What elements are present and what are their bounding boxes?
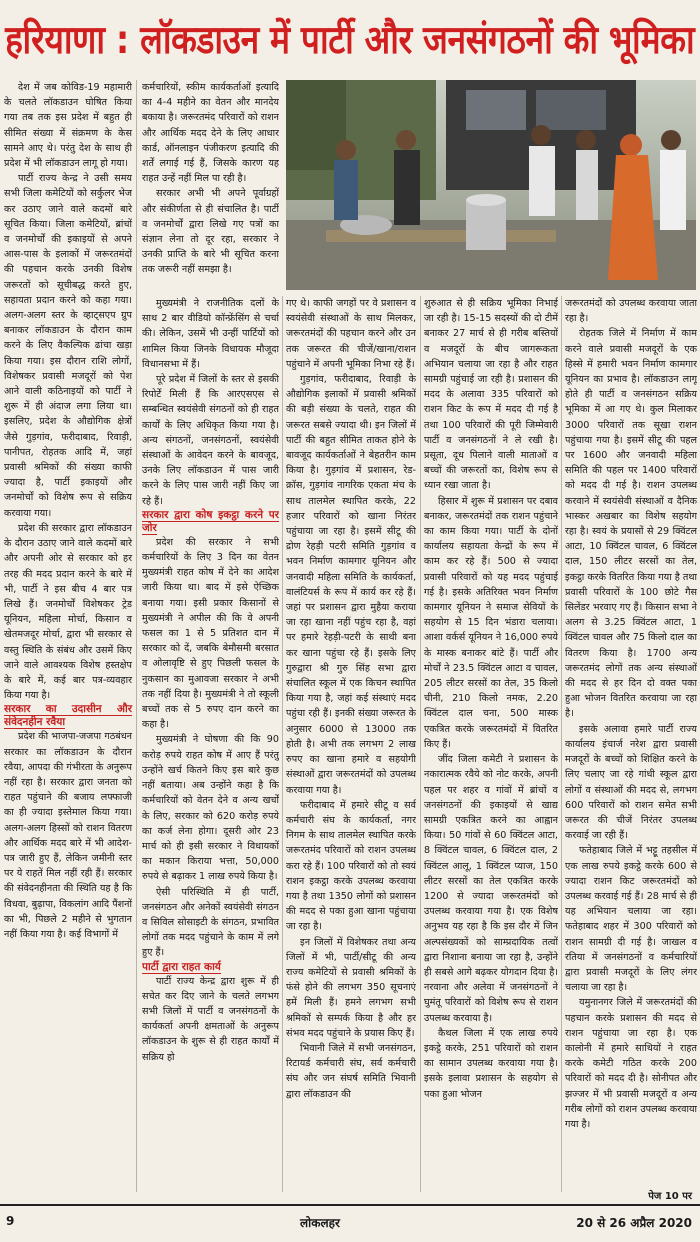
paragraph: प्रदेश की भाजपा-जजपा गठबंधन सरकार का लॉकडाउन के दौरान रवैया, आपदा की गंभीरता के अनुरूप नहीं रहा है। सरकार द्वारा जनता को राहत पहुंचाने की बजाय लफ्फाजी का ही ज्यादा इस्तेमाल किया गया। अलग-अलग हिस्सों को राशन वितरण और आर्थिक मदद बारे में भी आदेश-पत्र जारी हुए हैं, लेकिन जमीनी स्तर पर ये राहतें मिल नहीं रही हैं। सरकार की संवेदनहीनता की स्थिति यह है कि विधवा, बुढ़ापा, विकलांग आदि पैंशनों का भी, पिछले 2 महीने से भुगतान नहीं किया गया है। कई विभागों में [4,731,132,940]
paragraph: पूरे प्रदेश में जिलों के स्तर से इसकी रिपोर्टें मिली हैं कि आरएसएस से सम्बन्धित स्वयंसेवी संगठनों को ही राहत कार्यों के लिए अधिकृत किया गया है। अन्य संगठनों, जनसंगठनों, स्वयंसेवी संस्थाओं के आवेदन करने के बावजूद, उनके लिए लॉकडाउन में पास जारी करने के लिए पास जारी नहीं किए जा रहे हैं। [142,374,279,507]
paragraph: रोहतक जिले में निर्माण में काम करने वाले प्रवासी मजदूरों के एक हिस्से में हमारी भवन निर्माण कामगार यूनियन का प्रभाव है। लॉकडाउन लागू होते ही पार्टी व जनसंगठन सक्रिय भूमिका में आ गए थे। कुल मिलाकर 3000 परिवारों तक सूखा राशन पहुंचाया गया है। इसमें सीटू की पहल पर 1600 और जनवादी महिला समिति की पहल पर 1400 परिवारों को मदद दी गई है। राशन उपलब्ध करवाने में स्वयंसेवी संस्थाओं व दैनिक भास्कर अखबार का विशेष सहयोग रहा है। स्वयं के प्रयासों से 29 क्विंटल आटा, 10 क्विंटल चावल, 6 क्विंटल दाल, 150 लीटर सरसों का तेल, इकट्ठा करके वितरित किया गया है तथा प्रवासी परिवारों के 100 छोटे गैस सिलेंडर भरवाए गए हैं। किसान सभा ने अलग से 3.25 क्विंटल आटा, 1 क्विंटल चावल और 75 किलो दाल का वितरण किया है। 1700 अन्य जरूरतमंद लोगों तक अन्य संस्थाओं की मदद से हर दिन दो वक्त पका हुआ भोजन वितरित करवाया जा रहा है। [565,328,697,720]
paragraph: यमुनानगर जिले में जरूरतमंदों की पहचान करके प्रशासन की मदद से राशन पहुंचाया जा रहा है। एक कालोनी में हमारे साथियों ने राहत करके कमेटी गठित करके 200 परिवारों को मदद दी है। सोनीपत और झज्जर में भी प्रवासी मजदूरों व अन्य गरीब लोगों को राशन उपलब्ध करवाया गया है। [565,997,697,1130]
column-divider [561,296,562,1192]
column-divider [282,296,283,1192]
photo-image [286,80,696,290]
paragraph: शुरुआत से ही सक्रिय भूमिका निभाई जा रही है। 15-15 सदस्यों की दो टीमें बनाकर 27 मार्च से ही गरीब बस्तियों व मजदूरों के बीच जागरूकता अभियान चलाया जा रहा है और राहत सामग्री पहुंचाई जा रही है। प्रशासन की मदद के अलावा 335 परिवारों को राशन किट के रूप में मदद दी गई है तथा 100 परिवारों की पूरी जिम्मेवारी पार्टी व जनसंगठनों ने ले रखी है। प्रसूता, दूध पिलाने वाली माताओं व बच्चों की जरूरतों का, विशेष रूप से ध्यान रखा जाता है। [424,298,558,492]
paragraph: फतेहाबाद जिले में भट्टू तहसील में एक लाख रुपये इकट्ठे करके 600 से ज्यादा राशन किट जरूरतमंदों को उपलब्ध करवाई गई हैं। 28 मार्च से ही यह अभियान चलाया जा रहा। फतेहाबाद शहर में 300 परिवारों को राशन सामग्री दी गई है। जाखल व रतिया में जनसंगठनों व कर्मचारियों द्वारा प्रवासी मजदूरों के लिए लंगर चलाया जा रहा है। [565,845,697,994]
column-divider [420,296,421,1192]
page-footer [0,1204,700,1242]
paragraph: जरूरतमंदों को उपलब्ध करवाया जाता रहा है। [565,298,697,325]
paragraph: प्रदेश की सरकार ने सभी कर्मचारियों के लिए 3 दिन का वेतन मुख्यमंत्री राहत कोष में देने का आदेश जारी किया था। बाद में इसे ऐच्छिक बनाया गया। इसी प्रकार किसानों से मुख्यमंत्री ने अपील की कि वे अपनी फसल का 1 से 5 प्रतिशत दान में सरकार को दें, जबकि बेमौसमी बरसात व ओलावृष्टि से हुए पिछली फसल के नुकसान का मुआवजा सरकार ने अभी तक नहीं दिया है। मुख्यमंत्री ने तो स्कूली बच्चों तक से 5 रुपए दान करने का कहा है। [142,536,279,731]
headline-text: हरियाणा : लॉकडाउन में पार्टी और जनसंगठनों की भूमिका [5,17,695,63]
page-number: 9 [6,1214,15,1228]
subheading: सरकार द्वारा कोष इकट्ठा करने पर जोर [142,508,279,534]
relief-distribution-photo [286,80,696,290]
paragraph: जींद जिला कमेटी ने प्रशासन के नकारात्मक रवैये को नोट करके, अपनी पहल पर शहर व गांवों में ब्रांचों व जनसंगठनों की इकाइयों से खाद्य सामग्री एकत्रित करने का आह्वान किया। 50 गांवों से 60 क्विंटल आटा, 8 क्विंटल चावल, 6 क्विंटल दाल, 2 क्विंटल आलू, 1 क्विंटल प्याज, 150 लीटर सरसों का तेल एकत्रित करके 1200 से ज्यादा जरूरतमंदों को उपलब्ध करवाया गया है। एक विशेष अनुभव यह रहा है कि इस दौर में जिन अल्पसंख्यकों को साम्प्रदायिक तत्वों द्वारा निशाना बनाया जा रहा है, उन्होंने ही सबसे आगे बढ़कर योगदान दिया है। नरवाना और अलेवा में जनसंगठनों ने घुमंतू परिवारों को विशेष रूप से राशन उपलब्ध करवाया है। [424,754,558,1024]
paragraph: मुख्यमंत्री ने राजनीतिक दलों के साथ 2 बार वीडियो कॉन्फ्रेंसिंग से चर्चा की। लेकिन, उसमें भी उन्हीं पार्टियों को शामिल किया जिनके विधायक मौजूदा विधानसभा में हैं। [142,298,279,370]
paper-name: लोकलहर [300,1216,340,1230]
paragraph: कैथल जिला में एक लाख रुपये इकट्ठे करके, 251 परिवारों को राशन का सामान उपलब्ध करवाया गया है। इसके इलावा प्रशासन के सहयोग से पका हुआ भोजन [424,1027,558,1100]
paragraph: फरीदाबाद में हमारे सीटू व सर्व कर्मचारी संघ के कार्यकर्ता, नगर निगम के साथ तालमेल स्थापित करके जरूरतमंद परिवारों को राशन उपलब्ध करा रहे हैं। 100 परिवारों को तो स्वयं राशन इकट्ठा करके उपलब्ध करवाया गया है तथा 1350 लोगों को प्रशासन की मदद से पका हुआ खाना पहुंचाया जा रहा है। [286,799,416,933]
headline [0,0,700,76]
paragraph: देश में जब कोविड-19 महामारी के चलते लॉकडाउन घोषित किया गया तब तक इस प्रदेश में बहुत ही सीमित संख्या में संक्रमण के केस सामने आए थे। परंतु देश के साथ ही प्रदेश में भी लॉकडाउन लागू हो गया। [4,82,132,170]
paragraph: ऐसी परिस्थिति में ही पार्टी, जनसंगठन और अनेकों स्वयंसेवी संगठन व सिविल सोसाइटी के संगठन, प्रभावित लोगों तक मदद पहुंचाने के काम में लगे हुए हैं। [142,886,279,959]
paragraph: पार्टी राज्य केन्द्र द्वारा शुरू में ही सचेत कर दिए जाने के चलते लगभग सभी जिलों में पार्टी व जनसंगठनों के कार्यकर्ता अपनी क्षमताओं के अनुरूप लॉकडाउन के शुरू से ही राहत कार्यों में सक्रिय हो [142,975,279,1063]
issue-date: 20 से 26 अप्रैल 2020 [576,1216,692,1230]
paragraph: इन जिलों में विशेषकर तथा अन्य जिलों में भी, पार्टी/सीटू की अन्य राज्य कमेटियों से प्रवासी श्रमिकों के फंसे होने की लगभग 350 सूचनाएं हमें मिली हैं। हमने लगभग सभी श्रमिकों से सम्पर्क किया है और हर संभव मदद पहुंचाने के प्रयास किए हैं। [286,936,416,1039]
subheading: पार्टी द्वारा राहत कार्य [142,960,221,973]
paragraph: हिसार में शुरू में प्रशासन पर दबाव बनाकर, जरूरतमंदों तक राशन पहुंचाने का काम किया गया। पार्टी के दोनों कार्यालय सहायता केन्द्रों के रूप में काम कर रहे हैं। 500 से ज्यादा प्रवासी परिवारों को यह मदद पहुंचाई गई है। इसके अतिरिक्त भवन निर्माण कामगार यूनियन ने समाज सेवियों के सहयोग से 15 दिन भंडारा चलाया। आशा वर्कर्स यूनियन ने 16,000 रुपये के मास्क बनाकर बांटे हैं। पार्टी और मोर्चों ने 23.5 क्विंटल आटा व चावल, 205 लीटर सरसों का तेल, 35 किलो चीनी, 210 किलो नमक, 2.20 क्विंटल दाल चना, 500 मास्क एकत्रित करके जरूरतमंदों में वितरित किए हैं। [424,495,558,750]
paragraph: कर्मचारियों, स्कीम कार्यकर्ताओं इत्यादि का 4-4 महीने का वेतन और मानदेय बकाया है। जरूरतमंद परिवारों को राशन और आर्थिक मदद देने के लिए आधार कार्ड, ऑनलाइन पंजीकरण इत्यादि की शर्तें लगाई गई हैं, जिसके कारण यह राहत उन्हें नहीं मिल पा रही है। [142,82,279,185]
paragraph: गुड़गांव, फरीदाबाद, रिवाड़ी के औद्योगिक इलाकों में प्रवासी श्रमिकों की बड़ी संख्या के चलते, राहत की जरूरत सबसे ज्यादा थी। इन जिलों में पार्टी की बहुत सीमित ताकत होने के बावजूद कार्यकर्ताओं ने बेहतरीन काम किया है। गुड़गांव में प्रशासन, रेड-क्रॉस, गुड़गांव नागरिक एकता मंच के साथ तालमेल स्थापित करके, 22 हजार परिवारों को खाना निरंतर पहुंचाया जा रहा है। इसमें सीटू की द्रोण रेहड़ी पटरी समिति गुड़गांव व भवन निर्माण कामगार यूनियन और जनवादी महिला समिति के कार्यकर्ता, वालंटियर्स के रूप में कार्य कर रहे हैं। जहां पर प्रशासन द्वारा मुहैया कराया जा रहा खाना नहीं पहुंच रहा है, वहां पर हमारे रेहड़ी-पटरी के साथी बना कर खाना पहुंचा रहे हैं। इसके लिए गुरुद्वारा श्री गुरु सिंह सभा द्वारा संचालित स्कूल में एक किचन स्थापित किया गया है, जहां कई संस्थाएं मदद पहुंचा रही हैं। इनकी संख्या जरूरत के अनुसार 6000 से 13000 तक होती है। अभी तक लगभग 2 लाख रुपए का खाना हमारे व सहयोगी संस्थाओं द्वारा जरूरतमंदों को उपलब्ध करवाया गया है। [286,374,416,796]
paragraph: प्रदेश की सरकार द्वारा लॉकडाउन के दौरान उठाए जाने वाले कदमों बारे और अपनी ओर से सरकार को हर तरह की मदद प्रदान करने के बारे में भी, पार्टी ने इस बीच 4 बार पत्र लिखे हैं। जनमोर्चों विशेषकर ट्रेड यूनियन, महिला मोर्चा, किसान व खेतमजदूर मोर्चा, द्वारा भी सरकार से वस्तु स्थिति के संबंध और उसमें किए जाने वाले आवश्यक विशेष हस्तक्षेप के बारे में, कई बार पत्र-व्यवहार किया गया है। [4,522,132,702]
continued-label: पेज 10 पर [648,1191,692,1202]
article-column-1 [4,80,137,1192]
paragraph: पार्टी राज्य केन्द्र ने उसी समय सभी जिला कमेटियों को सर्कुलर भेज कर उठाए जाने वाले कदमों बारे सूचित किया। जिला कमेटियों, ब्रांचों व जनमोर्चों की इकाइयों से अपने आस-पास के इलाकों में जरूरतमंदों की पहचान करके उनकी विशेष जरूरतों को सूचीबद्ध करते हुए, सहायता प्रदान करने को कहा गया। अलग-अलग स्तर के व्हाट्सएप ग्रुप बनाकर लॉकडाउन के दौरान काम करने के लिए वैकल्पिक ढांचा खड़ा किया गया। इस दौरान राशि लोगों, विशेषकर प्रवासी मजदूरों को पेश आने वाली कठिनाइयों को पार्टी ने शुरू में ही अंदाज लगा लिया था। इसलिए, प्रदेश के औद्योगिक क्षेत्रों जैसे गुड़गांव, फरीदाबाद, रिवाड़ी, पानीपत, रोहतक आदि में, जहां प्रवासी श्रमिकों की संख्या काफी ज्यादा है, पार्टी इकाइयों और जनमोर्चों को विशेष रूप से सक्रिय करवाया गया। [4,173,132,519]
article-column-2 [142,296,279,1192]
paragraph: भिवानी जिले में सभी जनसंगठन, रिटायर्ड कर्मचारी संघ, सर्व कर्मचारी संघ और जन संघर्ष समिति भिवानी द्वारा लॉकडाउन की [286,1042,416,1100]
paragraph: गए थे। काफी जगहों पर वे प्रशासन व स्वयंसेवी संस्थाओं के साथ मिलकर, जरूरतमंदों की पहचान करने और उन तक जरूरत की चीजें/खाना/राशन पहुंचाने में अपनी भूमिका निभा रहे हैं। [286,298,416,370]
paragraph: इसके अलावा हमारे पार्टी राज्य कार्यालय इंचार्ज नरेश द्वारा प्रवासी मजदूरों के बच्चों को शिक्षित करने के लिए चलाए जा रहे गांधी स्कूल द्वारा लोगों व संस्थाओं की मदद से, लगभग 600 परिवारों को राशन समेत सभी जरूरत की चीजें निरंतर उपलब्ध करवाई जा रही हैं। [565,723,697,842]
paragraph: मुख्यमंत्री ने घोषणा की कि 90 करोड़ रुपये राहत कोष में आए हैं परंतु उन्होंने खर्च कितने किए इस बारे कुछ नहीं बताया। अब उन्होंने कहा है कि कर्मचारियों को वेतन देने व अन्य खर्चों के लिए, सरकार को 620 करोड़ रुपये का कर्ज लेना होगा। दूसरी ओर 23 मार्च को ही इसी सरकार ने विधायकों का मकान किराया भत्ता, 50,000 रुपये से बढ़ाकर 1 लाख रुपये किया है। [142,734,279,883]
subheading: सरकार का उदासीन और संवेदनहीन रवैया [4,703,132,729]
article-column-2-top [142,80,279,290]
paragraph: सरकार अभी भी अपने पूर्वाग्रहों और संकीर्णता से ही संचालित है। पार्टी व जनमोर्चों द्वारा लिखे गए पत्रों का संज्ञान लेना तो दूर रहा, सरकार ने उनकी प्राप्ति के बारे भी सूचित करना तक जरूरी नहीं समझा है। [142,188,279,276]
article-column-4 [424,296,558,1192]
article-column-5 [565,296,697,1192]
article-column-3 [286,296,416,1192]
